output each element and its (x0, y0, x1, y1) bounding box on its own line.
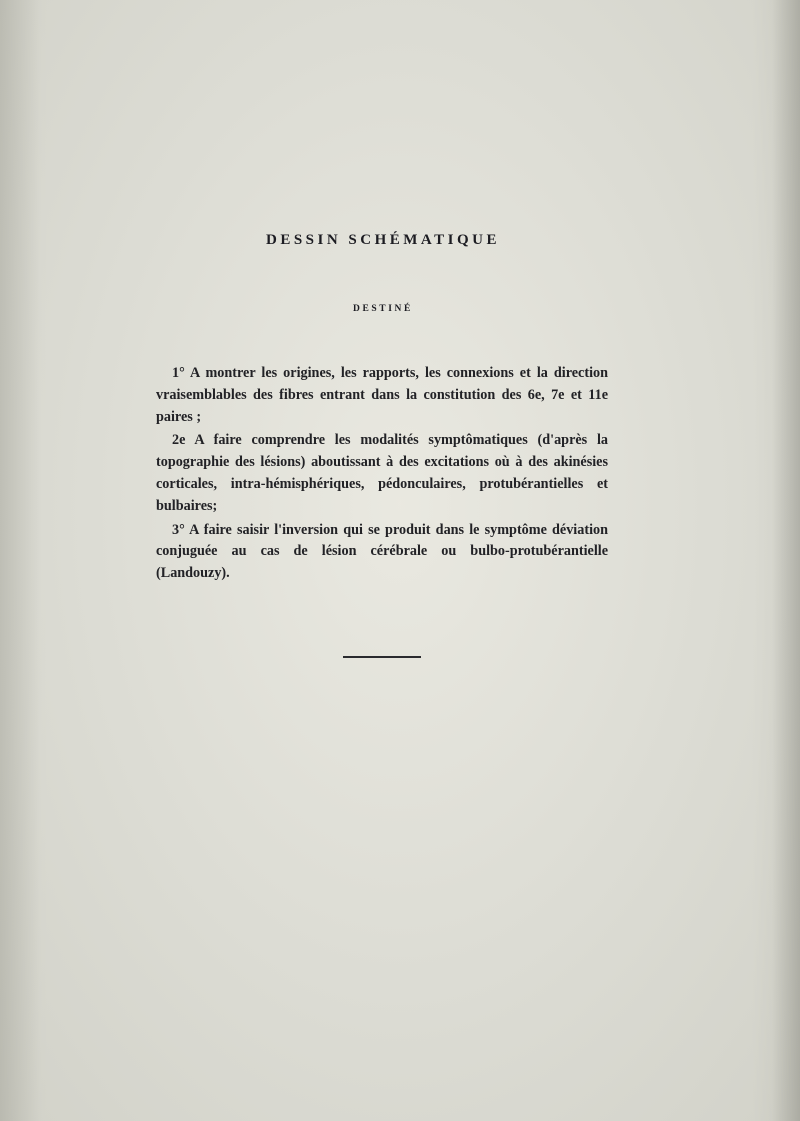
page-left-edge-shadow (0, 0, 40, 1121)
paragraph-1: 1° A montrer les origines, les rapports, les connexions et la direction vraisemblables des fibres entrant dans la constitution des 6e, 7e et 11e paires ; (156, 365, 608, 425)
paragraph-2: 2e A faire comprendre les modalités symptômatiques (d'après la topographie des lésions) aboutissant à des excitations où à des akinésies corticales, intra-hémisphériques, pédonculaires, protubérantielles et bulbaires; (156, 432, 608, 514)
horizontal-rule (343, 656, 421, 658)
document-body (156, 363, 608, 585)
paragraph-3: 3° A faire saisir l'inversion qui se produit dans le symptôme déviation conjuguée au cas de lésion cérébrale ou bulbo-protubérantielle (Landouzy). (156, 521, 608, 582)
document-heading: DESSIN SCHÉMATIQUE (265, 232, 500, 248)
page-right-edge-shadow (772, 0, 800, 1121)
document-subheading: DESTINÉ (353, 304, 413, 314)
